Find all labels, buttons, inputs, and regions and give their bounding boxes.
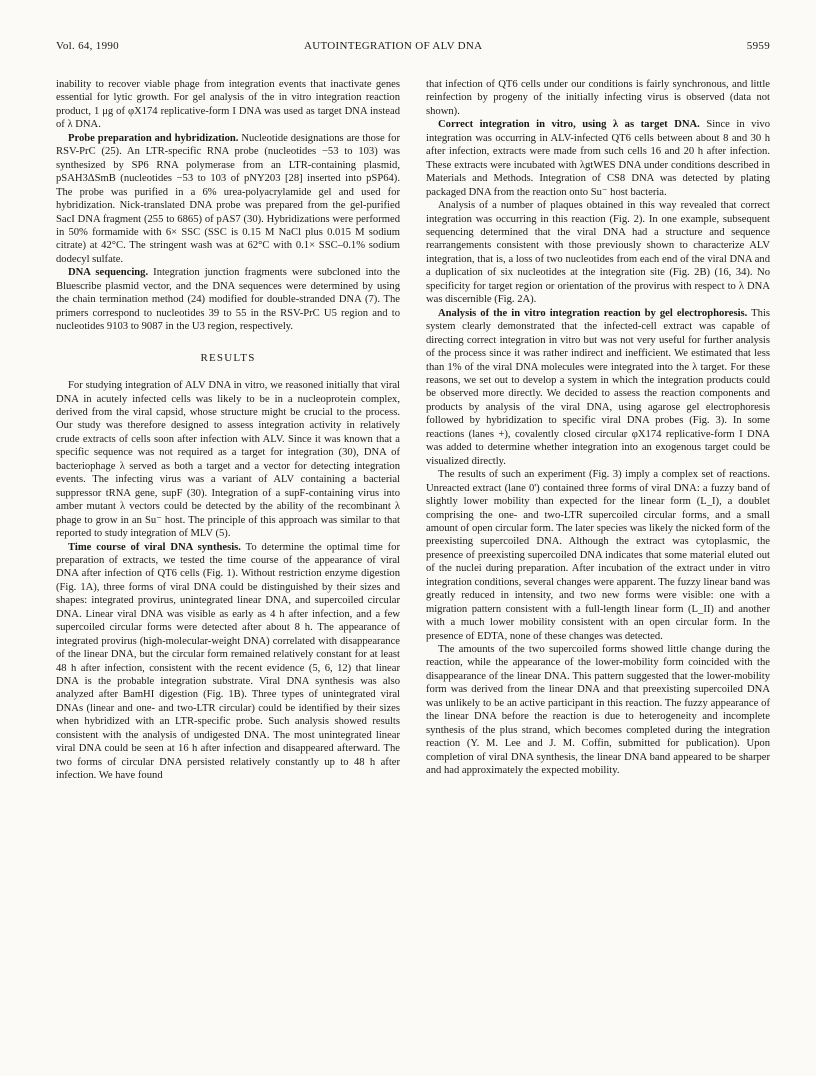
paragraph-text: This system clearly demonstrated that the infected-cell extract was capable of directing correct integration in vitro but was not very useful for further analysis of the process since it was rather indirect and inefficient. We estimated that less than 1% of the viral DNA molecules were integrated into the λ target. For these reasons, we set out to develop a system in which the integration products could be observed more directly. We decided to assess the reaction components and products by analysis of the viral DNA, using agarose gel electrophoresis followed by hybridization to specific viral DNA probes (Fig. 3). In some reactions (lanes +), covalently closed circular φX174 replicative-form I DNA was added to determine whether integration into an exogenous target could be visualized directly. (426, 307, 771, 467)
paragraph (56, 266, 400, 333)
paragraph-lead: Probe preparation and hybridization. (68, 132, 239, 144)
running-title: AUTOINTEGRATION OF ALV DNA (304, 40, 483, 52)
paragraph-text: The results of such an experiment (Fig. 3) imply a complex set of reactions. Unreacted extract (lane 0') contained three forms of viral DNA: a fuzzy band of slightly lower mobility than expected for the linear form (L_I), a doublet comprising the one- and two-LTR supercoiled circular forms, and a small amount of open circular form. The later species was likely the nicked form of the preexisting supercoiled DNA. Although the extract was cytoplasmic, the presence of preexisting supercoiled DNA indicates that some material eluted out of the nuclei during preparation. After incubation of the extract under in vitro integration conditions, several changes were apparent. The fuzzy linear band was greatly reduced in intensity, and two new forms were visible: one with a migration pattern consistent with a full-length linear form (L_II) and another with a much lower mobility consistent with an open circular form. In the presence of EDTA, none of these changes was detected. (426, 469, 770, 642)
paragraph-lead: Correct integration in vitro, using λ as target DNA. (438, 119, 700, 131)
paragraph (426, 199, 770, 307)
paragraph-text: Since in vivo integration was occurring in ALV-infected QT6 cells between about 8 and 30 h after infection, extracts were made from such cells 16 and 20 h after infection. These extracts were incubated with λgtWES DNA under conditions described in Materials and Methods. Integration of CS8 DNA was detected by plating packaged DNA from the reaction onto Su⁻ host bacteria. (426, 119, 771, 198)
paragraph (426, 643, 770, 778)
paragraph (426, 78, 770, 118)
paragraph-text: For studying integration of ALV DNA in vitro, we reasoned initially that viral DNA in acutely infected cells was likely to be in a nucleoprotein complex, derived from the viral capsid, whose structure might be crucial to the process. Our study was therefore designed to assess integration activity in relatively crude extracts of cells soon after infection with ALV. Since it was known that a specific sequence was not required as a target for integration (30), DNA of bacteriophage λ served as both a target and a vector for detecting integration events. The infecting virus was a variant of ALV containing a bacterial suppressor tRNA gene, supF (30). Integration of a supF-containing virus into amber mutant λ vectors could be detected by the ability of the recombinant λ phage to grow in an Su⁻ host. The principle of this approach was similar to that reported to study integration of MLV (5). (56, 380, 400, 540)
paragraph (426, 468, 770, 643)
paragraph (56, 132, 400, 267)
paragraph-lead: Analysis of the in vitro integration reaction by gel electrophoresis. (438, 307, 748, 319)
paragraph (426, 307, 770, 468)
paragraph (56, 78, 400, 132)
paragraph (426, 118, 770, 199)
paragraph-text: To determine the optimal time for preparation of extracts, we tested the time course of the appearance of viral DNA after infection of QT6 cells (Fig. 1). Without restriction enzyme digestion (Fig. 1A), three forms of viral DNA could be distinguished by their sizes and shapes: integrated provirus, unintegrated linear DNA, and supercoiled circular DNA. Linear viral DNA was visible as early as 4 h after infection, and a few supercoiled circular forms were detected after about 8 h. The appearance of integrated provirus (high-molecular-weight DNA) correlated with disappearance of the linear DNA, but the circular form remained relatively constant for at least 48 h after infection, consistent with the recent evidence (5, 6, 12) that linear DNA is the probable integration substrate. Viral DNA synthesis was also analyzed after BamHI digestion (Fig. 1B). Three types of unintegrated viral DNAs (linear and one- and two-LTR circular) could be identified by their sizes when hybridized with an LTR-specific probe. Such analysis showed results consistent with the analysis of undigested DNA. The most unintegrated linear viral DNA could be seen at 16 h after infection and disappeared afterward. The two forms of circular DNA persisted relatively constantly up to 48 h after infection. We have found (56, 541, 400, 782)
paragraph-text: Analysis of a number of plaques obtained in this way revealed that correct integration was occurring in this reaction (Fig. 2). In one example, subsequent sequencing determined that the viral DNA had a structure and sequence rearrangements consistent with those previously shown to characterize ALV integration, that is, a loss of two nucleotides from each end of the viral DNA and a duplication of six nucleotides at the integration site (Fig. 2B) (16, 34). No specificity for target region or orientation of the provirus with respect to λ DNA was discernible (Fig. 2A). (426, 200, 770, 306)
paragraph-text: inability to recover viable phage from integration events that inactivate genes essential for lytic growth. For gel analysis of the in vitro integration reaction product, 1 μg of φX174 replicative-form I DNA was used as target DNA instead of λ DNA. (56, 79, 400, 131)
section-heading: RESULTS (200, 351, 256, 364)
paragraph-text: Nucleotide designations are those for RSV-PrC (25). An LTR-specific RNA probe (nucleotides −53 to 103) was synthesized by SP6 RNA polymerase from an LTR-containing plasmid, pSAH3ΔSmB (nucleotides −53 to 103 of pNY203 [28] inserted into pSP64). The probe was purified in a 6% urea-polyacrylamide gel and used for hybridization. Nick-translated DNA probe was prepared from the gel-purified SacI DNA fragment (255 to 6865) of pAS7 (30). Hybridizations were performed in 50% formamide with 6× SSC (SSC is 0.15 M NaCl plus 0.015 M sodium citrate) at 42°C. The stringent wash was at 62°C with 0.1× SSC–0.1% sodium dodecyl sulfate. (56, 132, 400, 265)
paragraph (56, 541, 400, 783)
running-header (56, 40, 770, 56)
paragraph (56, 379, 400, 540)
paragraph-text: that infection of QT6 cells under our conditions is fairly synchronous, and little reinfection by progeny of the initially infecting virus is observed (data not shown). (426, 79, 770, 117)
paragraph-lead: DNA sequencing. (68, 267, 149, 279)
page-number: 5959 (746, 40, 770, 52)
paragraph-text: Integration junction fragments were subcloned into the Bluescribe plasmid vector, and the DNA sequences were determined by using the chain termination method (24) modified for double-stranded DNA (7). The primers correspond to nucleotides 39 to 55 in the RSV-PrC U5 region and to nucleotides 9103 to 9087 in the U3 region, respectively. (56, 267, 400, 333)
right-column (426, 78, 770, 778)
paragraph-lead: Time course of viral DNA synthesis. (68, 541, 241, 553)
journal-volume: Vol. 64, 1990 (56, 40, 119, 52)
left-column (56, 78, 400, 783)
paragraph-text: The amounts of the two supercoiled forms showed little change during the reaction, while the appearance of the lower-mobility form coincided with the disappearance of the linear DNA. This pattern suggested that the lower-mobility form was derived from the linear DNA and that preexisting supercoiled DNA was unlikely to be an active participant in this reaction. The fuzzy appearance of the linear DNA before the reaction is due to heterogeneity and incomplete synthesis of the plus strand, which becomes completed during the integration reaction (Y. M. Lee and J. M. Coffin, submitted for publication). Upon completion of viral DNA synthesis, the linear DNA band appeared to be sharper and had approximately the expected mobility. (426, 644, 770, 777)
